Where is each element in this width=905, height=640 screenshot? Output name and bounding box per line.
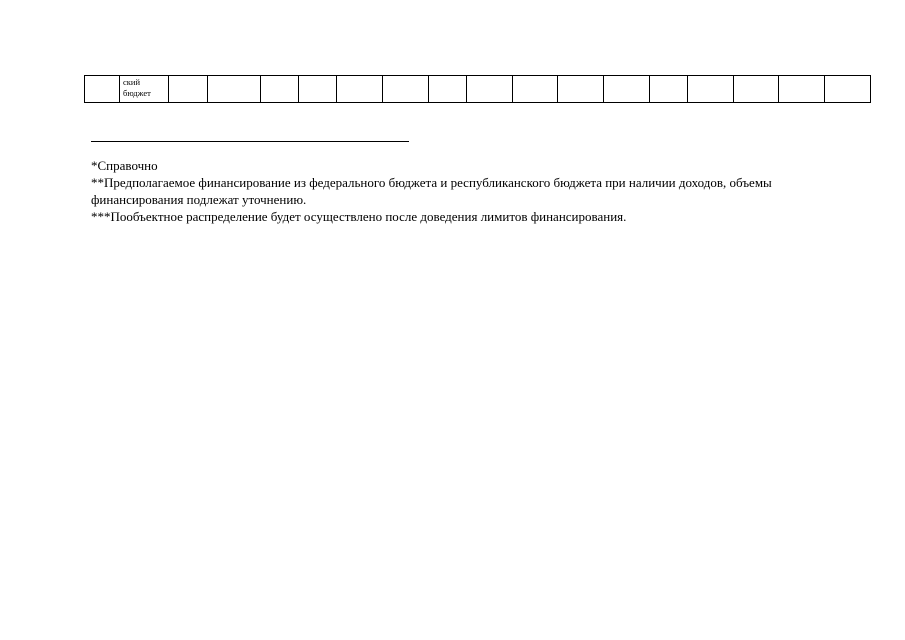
- table-cell: [337, 76, 383, 103]
- footnote-reference: *Справочно: [91, 158, 158, 173]
- table-cell: [261, 76, 299, 103]
- table-cell: [208, 76, 261, 103]
- table-cell: [513, 76, 558, 103]
- table-cell: [734, 76, 779, 103]
- table-cell: [604, 76, 650, 103]
- table-row: [85, 76, 871, 103]
- table-cell: [825, 76, 871, 103]
- budget-table-fragment: [84, 75, 871, 103]
- table-cell: [169, 76, 208, 103]
- table-cell: [383, 76, 429, 103]
- footnotes: [91, 157, 851, 225]
- footnote-object-distribution: ***Пообъектное распределение будет осуществлено после доведения лимитов финансирования.: [91, 209, 627, 224]
- row-label-cell: ский бюджет: [120, 76, 169, 103]
- table-cell: [558, 76, 604, 103]
- table-cell: [299, 76, 337, 103]
- table-cell: [650, 76, 688, 103]
- table-cell: [779, 76, 825, 103]
- table-cell: [85, 76, 120, 103]
- table-cell: [688, 76, 734, 103]
- table-cell: [467, 76, 513, 103]
- table-cell: [429, 76, 467, 103]
- footnote-separator-line: [91, 141, 409, 142]
- footnote-planned-financing: **Предполагаемое финансирование из федерального бюджета и республиканского бюджета при наличии доходов, объемы финансирования подлежат уточнению.: [91, 175, 772, 207]
